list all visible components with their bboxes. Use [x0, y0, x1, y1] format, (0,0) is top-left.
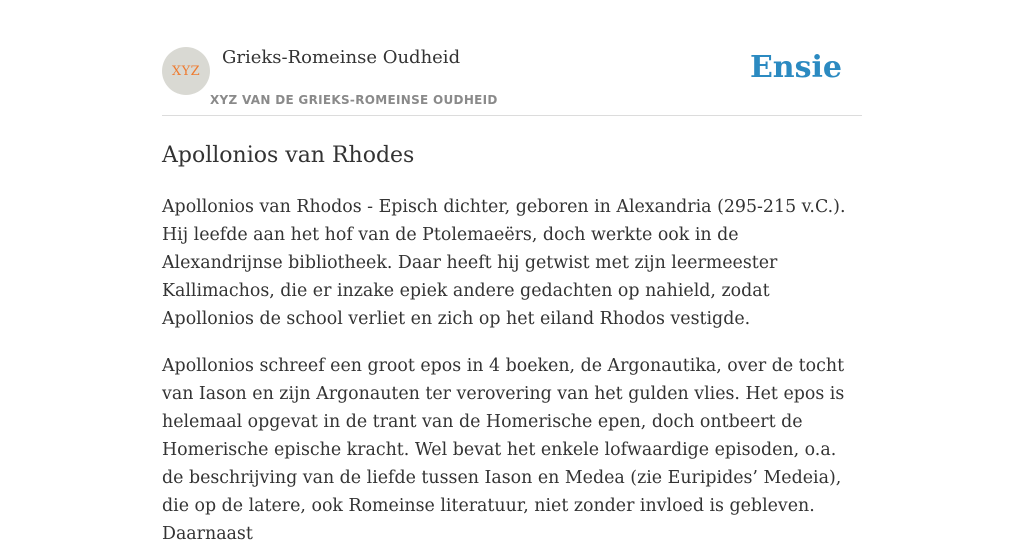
header — [162, 0, 862, 116]
article-paragraph-2: Apollonios schreef een groot epos in 4 boeken, de Argonautika, over de tocht van Iason en zijn Argonauten ter verovering van het gulden vlies. Het epos is helemaal opgevat in de trant van de Homerische epen, doch ontbeert de Homerische epische kracht. Wel bevat het enkele lofwaardige episoden, o.a. de beschrijving van de liefde tussen Iason en Medea (zie Euripides’ Medeia), die op de latere, ook Romeinse literatuur, niet zonder invloed is gebleven. Daarnaast — [162, 356, 845, 544]
site-subtitle: XYZ VAN DE GRIEKS-ROMEINSE OUDHEID — [210, 93, 498, 107]
ensie-logo-link[interactable]: Ensie — [749, 50, 842, 85]
avatar-initials: XYZ — [171, 63, 201, 79]
article-paragraph-1: Apollonios van Rhodos - Episch dichter, geboren in Alexandria (295-215 v.C.). Hij leefde aan het hof van de Ptolemaeërs, doch werkte ook in de Alexandrijnse bibliotheek. Daar heeft hij getwist met zijn leermeester Kallimachos, die er inzake epiek andere gedachten op nahield, zodat Apollonios de school verliet en zich op het eiland Rhodos vestigde. — [162, 197, 846, 329]
page — [162, 0, 862, 548]
avatar[interactable] — [162, 47, 210, 95]
site-title-link[interactable]: Grieks-Romeinse Oudheid — [222, 47, 461, 68]
article-title: Apollonios van Rhodes — [162, 143, 415, 168]
